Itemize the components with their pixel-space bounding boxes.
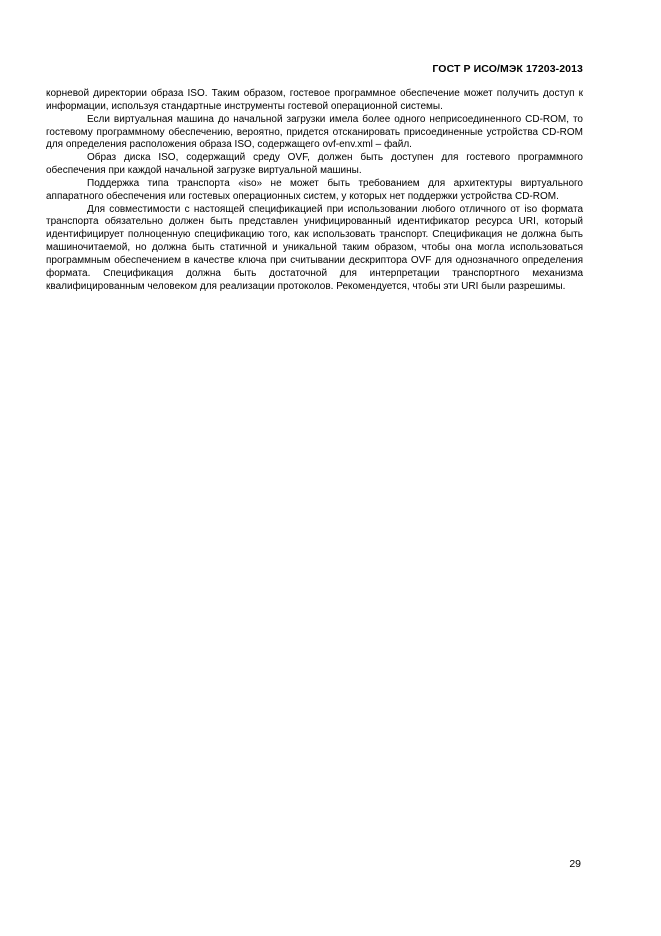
paragraph-uri-spec: Для совместимости с настоящей спецификацией при использовании любого отличного от iso формата транспорта обязательно должен быть представлен унифицированный идентификатор ресурса URI, который идентифицирует полноценную спецификацию того, как использовать транспорт. Спецификация не должна быть машиночитаемой, но должна быть статичной и уникальной таким образом, чтобы она могла использоваться программным обеспечением в качестве ключа при считывании дескриптора OVF для однозначного определения формата. Спецификация должна быть достаточной для интерпретации транспортного механизма квалифицированным человеком для реализации протоколов. Рекомендуется, чтобы эти URI были разрешимы.	[46, 203, 583, 292]
document-header: ГОСТ Р ИСО/МЭК 17203-2013	[432, 63, 583, 75]
paragraph-continuation: корневой директории образа ISO. Таким образом, гостевое программное обеспечение может получить доступ к информации, используя стандартные инструменты гостевой операционной системы.	[46, 88, 583, 112]
paragraph-iso-image: Образ диска ISO, содержащий среду OVF, должен быть доступен для гостевого программного обеспечения при каждой начальной загрузке виртуальной машины.	[46, 152, 583, 177]
page-number: 29	[569, 858, 581, 870]
document-body	[46, 88, 583, 294]
paragraph-cdrom-scan: Если виртуальная машина до начальной загрузки имела более одного неприсоединенного CD-ROM, то гостевому программному обеспечению, вероятно, придется отсканировать присоединенные устройства CD-ROM для определения расположения образа ISO, содержащего ovf-env.xml – файл.	[46, 113, 583, 151]
paragraph-iso-transport: Поддержка типа транспорта «iso» не может быть требованием для архитектуры виртуального аппаратного обеспечения или гостевых операционных систем, у которых нет поддержки устройства CD-ROM.	[46, 177, 583, 202]
